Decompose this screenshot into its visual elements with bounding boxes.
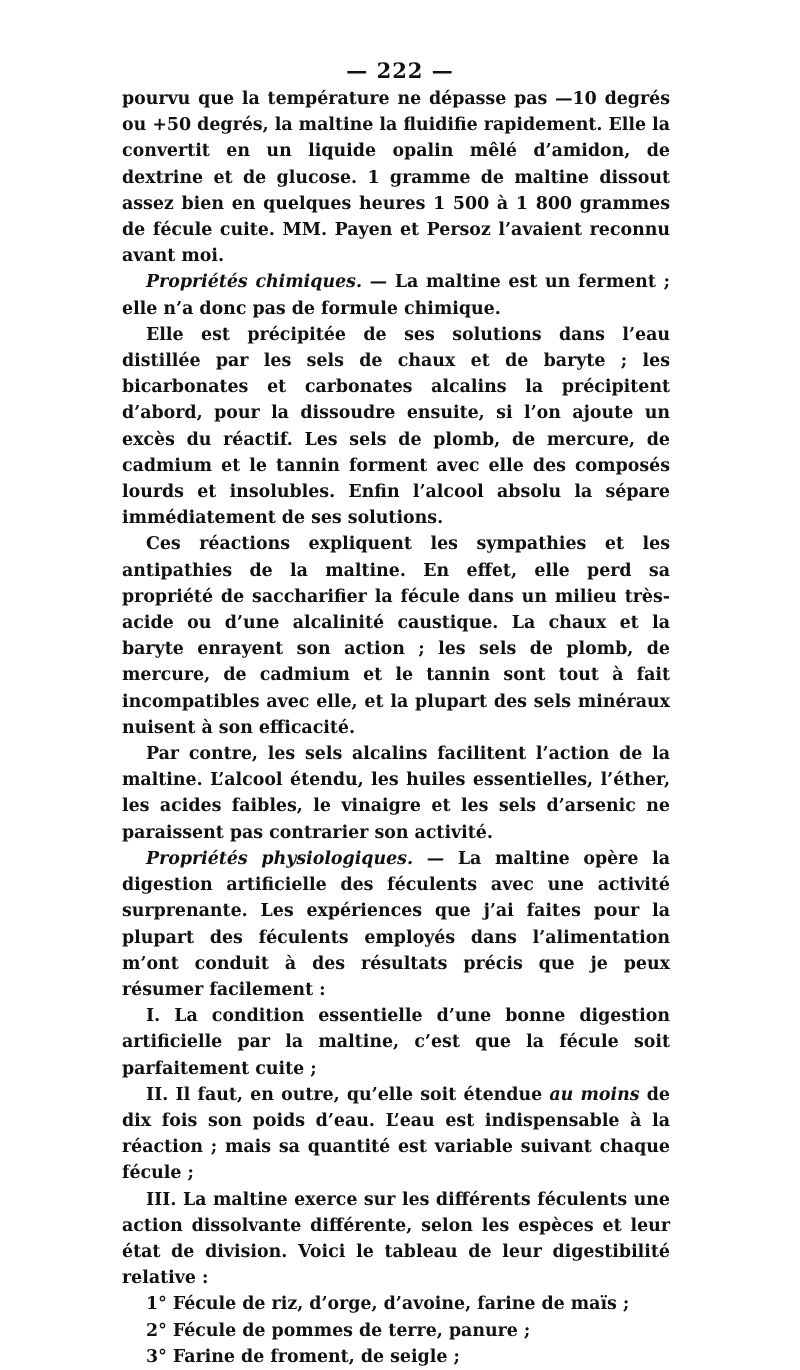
paragraph-condition-iii: III. La maltine exerce sur les différents féculents une action dissolvante différente, selon les espèces et leur état de division. Voici le tableau de leur digestibilité relative : — [122, 1189, 670, 1289]
page-number: — 222 — — [346, 58, 454, 83]
paragraph-precipitee: Elle est précipitée de ses solutions dans l’eau distillée par les sels de chaux et de baryte ; les bicarbonates et carbonates alcalins la précipitent d’abord, pour la dissoudre ensuite, si l’on ajoute un excès du réactif. Les sels de plomb, de mercure, de cadmium et le tannin forment avec elle des composés lourds et insolubles. Enfin l’alcool absolu la sépare immédiatement de ses solutions. — [122, 324, 670, 529]
paragraph-maltine-fluidifie: pourvu que la température ne dépasse pas —10 degrés ou +50 degrés, la maltine la fluidifie rapidement. Elle la convertit en un liquide opalin mêlé d’amidon, de dextrine et de glucose. 1 gramme de maltine dissout assez bien en quelques heures 1 500 à 1 800 grammes de fécule cuite. MM. Payen et Persoz l’avaient reconnu avant moi. — [122, 89, 670, 267]
paragraph-proprietes-chimiques — [122, 269, 670, 321]
section-heading-physiologiques: Propriétés physiologiques. — [146, 848, 414, 869]
paragraph-proprietes-physiologiques — [122, 846, 670, 1003]
paragraph-sels-alcalins: Par contre, les sels alcalins facilitent l’action de la maltine. L’alcool étendu, les huiles essentielles, l’éther, les acides faibles, le vinaigre et les sels d’arsenic ne paraissent pas contrarier son activité. — [122, 744, 670, 843]
paragraph-text: — La maltine opère la digestion artificielle des féculents avec une activité surprenante. Les expériences que j’ai faites pour la plupart des féculents employés dans l’alimentation m’ont conduit à des résultats précis que je peux résumer facilement : — [122, 848, 670, 1000]
emphasis-au-moins: au moins — [549, 1084, 640, 1105]
paragraph-text: II. Il faut, en outre, qu’elle soit étendue — [146, 1084, 550, 1105]
paragraph-reactions: Ces réactions expliquent les sympathies et les antipathies de la maltine. En effet, elle perd sa propriété de saccharifier la fécule dans un milieu très-acide ou d’une alcalinité caustique. La chaux et la baryte enrayent son action ; les sels de plomb, de mercure, de cadmium et le tannin sont tout à fait incompatibles avec elle, et la plupart des sels minéraux nuisent à son efficacité. — [122, 534, 670, 738]
section-heading-chimiques: Propriétés chimiques. — [146, 272, 362, 293]
paragraph-condition-i: I. La condition essentielle d’une bonne digestion artificielle par la maltine, c’est que la fécule soit parfaitement cuite ; — [122, 1006, 670, 1079]
list-item-2: 2° Fécule de pommes de terre, panure ; — [146, 1320, 531, 1341]
list-item-3: 3° Farine de froment, de seigle ; — [146, 1346, 460, 1367]
paragraph-text: — La maltine est un ferment ; elle n’a donc pas de formule chimique. — [122, 272, 670, 319]
list-item-1: 1° Fécule de riz, d’orge, d’avoine, farine de maïs ; — [146, 1294, 630, 1315]
body-text — [122, 86, 670, 1370]
paragraph-condition-ii — [122, 1082, 670, 1187]
paragraph-text: de dix fois son poids d’eau. L’eau est indispensable à la réaction ; mais sa quantité est variable suivant chaque fécule ; — [122, 1084, 670, 1184]
